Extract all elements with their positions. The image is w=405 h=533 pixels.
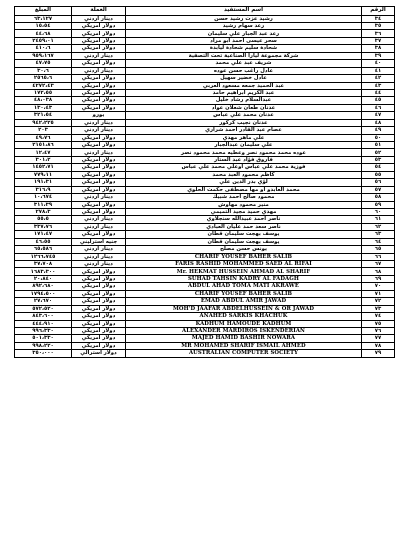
table-row [15,97,395,104]
beneficiary-ledger [14,6,394,358]
table-row [15,342,395,349]
currency-cell: دولار امريكي [72,313,126,320]
beneficiary-name: عادل خضير سهيل [126,75,362,82]
table-row [15,82,395,89]
beneficiary-name: عبد الكريم ابراهيم حامد [126,89,362,96]
currency-cell: دولار امريكي [72,171,126,178]
table-row [15,298,395,305]
beneficiary-name: FARIS RASHID MOHAMMED SAED AL RIFAI [126,261,362,268]
amount-cell: ٤٢٧٢،٤٣ [15,82,72,89]
beneficiary-name: محمود صالح احمد شبيك [126,194,362,201]
table-row [15,67,395,74]
table-row [15,335,395,342]
row-number: ٣٧ [362,37,395,44]
row-number: ٥٨ [362,194,395,201]
row-number: ٧٠ [362,283,395,290]
table-row [15,320,395,327]
row-number: ٥٠ [362,134,395,141]
table-row [15,194,395,201]
table-row [15,238,395,245]
amount-cell: ١٤٥٢،٧١ [15,164,72,171]
currency-cell: دولار امريكي [72,23,126,30]
currency-cell: دولار امريكي [72,104,126,111]
amount-cell: ٤١٠،٦ [15,45,72,52]
row-number: ٤٩ [362,127,395,134]
table-row [15,290,395,297]
beneficiary-name: عصام عبد القادر احمد شراري [126,127,362,134]
row-number: ٧٣ [362,305,395,312]
beneficiary-name: MOH'D JAAFAR ABDELHUSSEIN & OR JAWAD [126,305,362,312]
currency-cell: دينار اردني [72,223,126,230]
currency-cell: دولار امريكي [72,208,126,215]
amount-cell: ٣٠،٦ [15,67,72,74]
beneficiary-name: CHARIF YOUSEF BAHER SALIB [126,290,362,297]
amount-cell: ٧٧٩،١١ [15,171,72,178]
currency-cell: دولار استرالي [72,350,126,357]
beneficiary-name: شريف عبد علي محمد [126,60,362,67]
amount-cell: ١٢،٤٧ [15,149,72,156]
table-row [15,23,395,30]
amount-cell: ٣١١،٣٩ [15,201,72,208]
amount-cell: ٥٧٢،٥٢٠ [15,305,72,312]
amount-cell: ٨٤٣،٦٠٠ [15,313,72,320]
amount-cell: ٥٥،٥ [15,216,72,223]
table-row [15,313,395,320]
table-row [15,305,395,312]
currency-cell: دولار امريكي [72,30,126,37]
beneficiary-name: رعد عبد الجبار علي سليمان [126,30,362,37]
currency-cell: دولار امريكي [72,320,126,327]
table-row [15,156,395,163]
table-row [15,15,395,22]
table-row [15,246,395,253]
currency-cell: دولار امريكي [72,283,126,290]
amount-cell: ٤٧،٧٥ [15,60,72,67]
row-number: ٥٦ [362,179,395,186]
beneficiary-table [14,6,395,358]
currency-cell: دولار امريكي [72,164,126,171]
amount-cell: ١٢٦٦،٧٤٥ [15,253,72,260]
table-row [15,253,395,260]
table-row [15,350,395,357]
currency-cell: دولار امريكي [72,275,126,282]
currency-cell: دولار امريكي [72,186,126,193]
currency-cell: دينار اردني [72,67,126,74]
beneficiary-name: شحادة سليم شحادة ليابدة [126,45,362,52]
beneficiary-name: عدنان طعان شعلان عواد [126,104,362,111]
table-row [15,216,395,223]
table-row [15,52,395,59]
row-number: ٤٥ [362,97,395,104]
amount-cell: ٢٧،٦٧٠ [15,298,72,305]
amount-cell: ٩٤٢،٢٢٥ [15,119,72,126]
row-number: ٤٦ [362,104,395,111]
beneficiary-name: فاروق فؤاد عبد الستار [126,156,362,163]
table-row [15,164,395,171]
header-row [15,7,395,16]
currency-cell: دولار امريكي [72,156,126,163]
row-number: ٦٨ [362,268,395,275]
row-number: ٥٣ [362,156,395,163]
row-number: ٥٤ [362,164,395,171]
amount-cell: ١٥،٥٤ [15,23,72,30]
currency-cell: يورو [72,112,126,119]
header-currency: العملة [72,7,126,16]
currency-cell: دولار امريكي [72,89,126,96]
table-row [15,186,395,193]
row-number: ٤٣ [362,82,395,89]
table-row [15,45,395,52]
currency-cell: دولار امريكي [72,201,126,208]
currency-cell: دينار اردني [72,127,126,134]
beneficiary-name: يونس حسن مصلح [126,246,362,253]
currency-cell: دينار اردني [72,246,126,253]
beneficiary-name: عبد الحميد جمعه مسعود العربي [126,82,362,89]
row-number: ٧٢ [362,298,395,305]
beneficiary-name: MAJED HAMID BASHIR NOWARA [126,335,362,342]
currency-cell: دولار امريكي [72,37,126,44]
amount-cell: ٢٤٥٩،٠١ [15,37,72,44]
amount-cell: ٢٠،٨٤٠ [15,275,72,282]
currency-cell: دولار امريكي [72,298,126,305]
row-number: ٥٧ [362,186,395,193]
beneficiary-name: رعد سهام رشيد [126,23,362,30]
row-number: ٣٦ [362,30,395,37]
row-number: ٧١ [362,290,395,297]
row-number: ٦٢ [362,223,395,230]
amount-cell: ٢٠٣ [15,127,72,134]
amount-cell: ٩٩٦،٣٣٠ [15,327,72,334]
currency-cell: دينار اردني [72,253,126,260]
amount-cell: ٢٧٨،٣ [15,208,72,215]
table-row [15,112,395,119]
row-number: ٤٧ [362,112,395,119]
currency-cell: دولار امريكي [72,179,126,186]
row-number: ٥١ [362,142,395,149]
amount-cell: ١٧٢،٥٥ [15,89,72,96]
beneficiary-name: مهدي حميد مجيد التميمي [126,208,362,215]
table-row [15,171,395,178]
row-number: ٦٧ [362,261,395,268]
table-row [15,149,395,156]
table-row [15,75,395,82]
row-number: ٤٨ [362,119,395,126]
beneficiary-name: يوسف بهجت سليمان قطان [126,238,362,245]
table-row [15,179,395,186]
row-number: ٥٩ [362,201,395,208]
currency-cell: دولار امريكي [72,142,126,149]
table-row [15,261,395,268]
row-number: ٧٥ [362,320,395,327]
table-row [15,127,395,134]
row-number: ٧٨ [362,342,395,349]
row-number: ٦٠ [362,208,395,215]
currency-cell: دولار امريكي [72,45,126,52]
currency-cell: دولار امريكي [72,290,126,297]
amount-cell: ٣١٦،٩ [15,186,72,193]
beneficiary-name: EMAD ABDUL AMIR JAWAD [126,298,362,305]
row-number: ٣٤ [362,15,395,22]
table-row [15,283,395,290]
beneficiary-name: عوده محمد محمود نصر وعطيه محمد محمود نصر [126,149,362,156]
row-number: ٥٢ [362,149,395,156]
row-number: ٧٤ [362,313,395,320]
beneficiary-name: كاظم محمود العبد محمد [126,171,362,178]
currency-cell: دولار امريكي [72,134,126,141]
table-row [15,37,395,44]
currency-cell: دولار امريكي [72,305,126,312]
beneficiary-name: SUHAD TAHSIN KADRY AL FADAGH [126,275,362,282]
beneficiary-name: ناصر سعد حمد عليان العبادي [126,223,362,230]
currency-cell: دينار اردني [72,194,126,201]
currency-cell: دولار امريكي [72,82,126,89]
row-number: ٦٣ [362,231,395,238]
currency-cell: دولار امريكي [72,97,126,104]
beneficiary-name: علي سليمان عبدالجبار [126,142,362,149]
amount-cell: ٣٠١،٢ [15,156,72,163]
table-row [15,201,395,208]
amount-cell: ١٠،٦٧٤ [15,194,72,201]
table-row [15,208,395,215]
amount-cell: ٤٩،٧٦ [15,134,72,141]
beneficiary-name: AUSTRALIAN COMPUTER SOCIETY [126,350,362,357]
amount-cell: ٣٧،٧٠٨ [15,261,72,268]
amount-cell: ٣٣٧،٧٦ [15,223,72,230]
row-number: ٦٥ [362,246,395,253]
table-row [15,268,395,275]
amount-cell: ٦٣،١٢٧ [15,15,72,22]
beneficiary-name: ALEXANDER MARDIROS ISKENDERIAN [126,327,362,334]
beneficiary-name: عدنان نجيب كركور [126,119,362,126]
table-row [15,134,395,141]
currency-cell: دولار امريكي [72,75,126,82]
beneficiary-name: Mr. HEKMAT HUSSEIN AHMAD AL SHARIF [126,268,362,275]
currency-cell: دولار امريكي [72,268,126,275]
beneficiary-name: MR MOHAMED SHARIF ISMAIL AHMED [126,342,362,349]
amount-cell: ١٣٠،٤٣ [15,104,72,111]
beneficiary-name: فوزية محمد علي عباس اوعلي محمد علي عباس [126,164,362,171]
amount-cell: ٤٦،٥٥ [15,238,72,245]
amount-cell: ١٧٩٤،٥٠٠ [15,290,72,297]
header-no: الرقم [362,7,395,16]
currency-cell: دينار اردني [72,216,126,223]
beneficiary-name: ABDUL AHAD TOMA MATI AKRAWE [126,283,362,290]
beneficiary-name: سحر عيسى احمد ابو مراد [126,37,362,44]
header-amount: المبلغ [15,7,72,16]
currency-cell: دينار اردني [72,52,126,59]
amount-cell: ٦٥،٥٨٦ [15,246,72,253]
beneficiary-name: ناصر احمد عبيدالله سنجلاوي [126,216,362,223]
row-number: ٣٨ [362,45,395,52]
table-row [15,142,395,149]
amount-cell: ٩٥٩،١٦٧ [15,52,72,59]
beneficiary-name: KADHUM HAMOUDE KADHUM [126,320,362,327]
row-number: ٧٩ [362,350,395,357]
beneficiary-name: CHARIF YOUSEF BAHER SALIB [126,253,362,260]
amount-cell: ٤٨،٠٣٨ [15,97,72,104]
table-row [15,104,395,111]
amount-cell: ٩٩٨،٢٢٠ [15,342,72,349]
amount-cell: ١٧١،٤٧ [15,231,72,238]
currency-cell: جنيه استرليني [72,238,126,245]
amount-cell: ٣٥٠،٠٠٠ [15,350,72,357]
table-row [15,231,395,238]
row-number: ٧٧ [362,335,395,342]
row-number: ٦١ [362,216,395,223]
currency-cell: دولار امريكي [72,60,126,67]
beneficiary-name: رشيد عزت رشيد حسن [126,15,362,22]
row-number: ٤١ [362,67,395,74]
beneficiary-name: محمد العابدو او مها مصطفى حكمت الحلوي [126,186,362,193]
currency-cell: دولار امريكي [72,335,126,342]
row-number: ٦٤ [362,238,395,245]
beneficiary-name: عدنان محمد علي عباس [126,112,362,119]
beneficiary-name: عادل راغب حسن عوده [126,67,362,74]
row-number: ٥٥ [362,171,395,178]
currency-cell: دولار امريكي [72,231,126,238]
amount-cell: ٣٢١،٥٤ [15,112,72,119]
table-row [15,327,395,334]
beneficiary-name: لؤي بدر الدين علي [126,179,362,186]
row-number: ٤٤ [362,89,395,96]
beneficiary-name: علي ماهر مهدي [126,134,362,141]
currency-cell: دولار امريكي [72,342,126,349]
row-number: ٧٦ [362,327,395,334]
amount-cell: ١٩١،٣١ [15,179,72,186]
currency-cell: دولار امريكي [72,327,126,334]
amount-cell: ٥٠١،٣٣٠ [15,335,72,342]
table-row [15,275,395,282]
amount-cell: ٤٤٤،٩١٠ [15,320,72,327]
table-row [15,223,395,230]
amount-cell: ٢١٥١،٨٦ [15,142,72,149]
amount-cell: ٤٤،٦٨ [15,30,72,37]
row-number: ٣٥ [362,23,395,30]
table-row [15,30,395,37]
row-number: ٤٠ [362,60,395,67]
amount-cell: ١٦٨٣،٣٠٠ [15,268,72,275]
currency-cell: دينار اردني [72,149,126,156]
amount-cell: ٨٩٢،٦٨٠ [15,283,72,290]
row-number: ٦٦ [362,253,395,260]
table-row [15,89,395,96]
row-number: ٣٩ [362,52,395,59]
row-number: ٦٩ [362,275,395,282]
beneficiary-name: عبدالسلام رشاد خليل [126,97,362,104]
table-row [15,60,395,67]
table-body [15,15,395,357]
amount-cell: ٢٥٦٥،٦ [15,75,72,82]
currency-cell: دينار اردني [72,119,126,126]
beneficiary-name: منير محمود مهاوش [126,201,362,208]
currency-cell: دينار اردني [72,261,126,268]
header-name: اسم المستفيد [126,7,362,16]
row-number: ٤٢ [362,75,395,82]
table-row [15,119,395,126]
beneficiary-name: ANAHED SARKIS KHACHUK [126,313,362,320]
beneficiary-name: شركة مجموعة ليارا الصناعية تحت التصفية [126,52,362,59]
currency-cell: دينار اردني [72,15,126,22]
beneficiary-name: يوسف بهجت سليمان قطان [126,231,362,238]
